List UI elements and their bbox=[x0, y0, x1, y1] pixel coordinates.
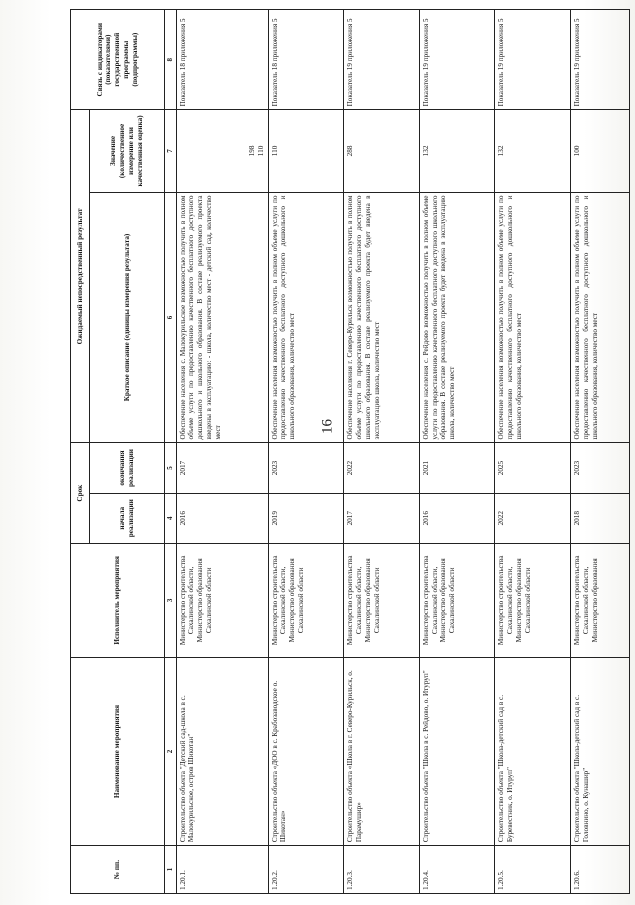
row-name: Строительство объекта «ДОО в с. Крабозаводское о. Шикотан» bbox=[268, 657, 344, 845]
row-name: Строительство объекта "Школа в с. Рейдово, о. Итуруп" bbox=[419, 657, 495, 845]
rotated-table-container bbox=[70, 9, 630, 894]
row-link: Показатель 18 приложения 5 bbox=[176, 10, 268, 110]
column-number: 5 bbox=[165, 443, 177, 493]
row-end: 2021 bbox=[419, 443, 495, 493]
column-number: 7 bbox=[165, 110, 177, 192]
page-number: 16 bbox=[319, 419, 336, 434]
row-executor: Министерство строительства Сахалинской области, Министерство образования Сахалинской области bbox=[495, 543, 571, 657]
header-expected: Ожидаемый непосредственный результат bbox=[71, 110, 90, 443]
row-description: Обеспечение населения г. Северо-Курильск возможностью получить в полном объеме услуги по предоставлению качественного бесплатного доступного школьного образования. В составе реализуемого проекта будет введена в эксплуатацию школа, количество мест bbox=[344, 192, 420, 443]
row-value: 100 bbox=[570, 110, 629, 192]
table-row bbox=[268, 10, 344, 894]
column-numbers-row bbox=[165, 10, 177, 894]
row-link: Показатель 19 приложения 5 bbox=[344, 10, 420, 110]
row-executor: Министерство строительства Сахалинской области, Министерство образования bbox=[570, 543, 629, 657]
row-number: 1.20.3. bbox=[344, 846, 420, 894]
row-name: Строительство объекта «Школа в г. Северо-Курильск, о. Парамушир» bbox=[344, 657, 420, 845]
row-executor: Министерство строительства Сахалинской области, Министерство образования Сахалинской области bbox=[268, 543, 344, 657]
row-number: 1.20.2. bbox=[268, 846, 344, 894]
row-link: Показатель 19 приложения 5 bbox=[570, 10, 629, 110]
row-value: 110 bbox=[268, 110, 344, 192]
row-value: 132 bbox=[495, 110, 571, 192]
row-start: 2017 bbox=[344, 493, 420, 543]
row-number: 1.20.1. bbox=[176, 846, 268, 894]
header-link: Связь с индикаторами (показателями) государственной программы (подпрограммы) bbox=[71, 10, 165, 110]
row-number: 1.20.5. bbox=[495, 846, 571, 894]
header-no: № пп. bbox=[71, 846, 165, 894]
row-name: Строительство объекта "Школа-детский сад в с. Головнино, о. Кунашир" bbox=[570, 657, 629, 845]
column-number: 4 bbox=[165, 493, 177, 543]
measures-table bbox=[70, 9, 630, 894]
row-start: 2019 bbox=[268, 493, 344, 543]
row-executor: Министерство строительства Сахалинской области, Министерство образования Сахалинской области bbox=[176, 543, 268, 657]
row-number: 1.20.6. bbox=[570, 846, 629, 894]
row-start: 2018 bbox=[570, 493, 629, 543]
row-description: Обеспечение населения возможностью получить в полном объеме услуги по предоставлению качественного бесплатного доступного дошкольного и школьного образования, количество мест bbox=[268, 192, 344, 443]
header-executor: Исполнитель мероприятия bbox=[71, 543, 165, 657]
row-link: Показатель 18 приложения 5 bbox=[268, 10, 344, 110]
row-name: Строительство объекта "Школа-детский сад в с. Буревестник, о. Итуруп" bbox=[495, 657, 571, 845]
column-number: 2 bbox=[165, 657, 177, 845]
row-name: Строительство объекта "Детский сад-школа в с. Малокурильское, остров Шикотан" bbox=[176, 657, 268, 845]
row-executor: Министерство строительства Сахалинской области, Министерство образования Сахалинской области bbox=[419, 543, 495, 657]
row-description: Обеспечение населения возможностью получить в полном объеме услуги по предоставлению качественного бесплатного доступного дошкольного и школьного образования, количество мест bbox=[570, 192, 629, 443]
row-value: 198 110 bbox=[176, 110, 268, 192]
row-end: 2022 bbox=[344, 443, 420, 493]
row-end: 2023 bbox=[268, 443, 344, 493]
row-start: 2022 bbox=[495, 493, 571, 543]
row-link: Показатель 19 приложения 5 bbox=[495, 10, 571, 110]
header-short-desc: Краткое описание (единицы измерения результата) bbox=[90, 192, 165, 443]
row-number: 1.20.4. bbox=[419, 846, 495, 894]
table-row bbox=[419, 10, 495, 894]
header-term: Срок bbox=[71, 443, 90, 543]
table-row bbox=[495, 10, 571, 894]
header-name: Наименование мероприятия bbox=[71, 657, 165, 845]
header-term-end: окончания реализации bbox=[90, 443, 165, 493]
row-value: 288 bbox=[344, 110, 420, 192]
table-row bbox=[344, 10, 420, 894]
row-end: 2025 bbox=[495, 443, 571, 493]
row-end: 2017 bbox=[176, 443, 268, 493]
column-number: 6 bbox=[165, 192, 177, 443]
row-start: 2016 bbox=[176, 493, 268, 543]
row-end: 2023 bbox=[570, 443, 629, 493]
row-link: Показатель 19 приложения 5 bbox=[419, 10, 495, 110]
row-description: Обеспечение населения возможностью получить в полном объеме услуги по предоставлению качественного бесплатного доступного дошкольного и школьного образования, количество мест bbox=[495, 192, 571, 443]
row-value: 132 bbox=[419, 110, 495, 192]
header-value: Значение (количественное измерение или качественная оценка) bbox=[90, 110, 165, 192]
column-number: 1 bbox=[165, 846, 177, 894]
row-description: Обеспечение населения с. Малокурильское возможностью получить в полном объеме услуги по предоставлению качественного бесплатного доступного дошкольного и школьного образования. В составе реализуемого проекта введены в эксплуатацию: - школа, количество мест - детский сад, количество мест bbox=[176, 192, 268, 443]
row-executor: Министерство строительства Сахалинской области, Министерство образования Сахалинской области bbox=[344, 543, 420, 657]
table-row bbox=[570, 10, 629, 894]
table-row bbox=[176, 10, 268, 894]
column-number: 8 bbox=[165, 10, 177, 110]
header-term-start: начала реализации bbox=[90, 493, 165, 543]
row-description: Обеспечение населения с. Рейдово возможностью получить в полном объеме услуги по предоставлению качественного бесплатного доступного школьного образования. В составе реализуемого проекта будет введена в эксплуатацию школа, количество мест bbox=[419, 192, 495, 443]
column-number: 3 bbox=[165, 543, 177, 657]
row-start: 2016 bbox=[419, 493, 495, 543]
